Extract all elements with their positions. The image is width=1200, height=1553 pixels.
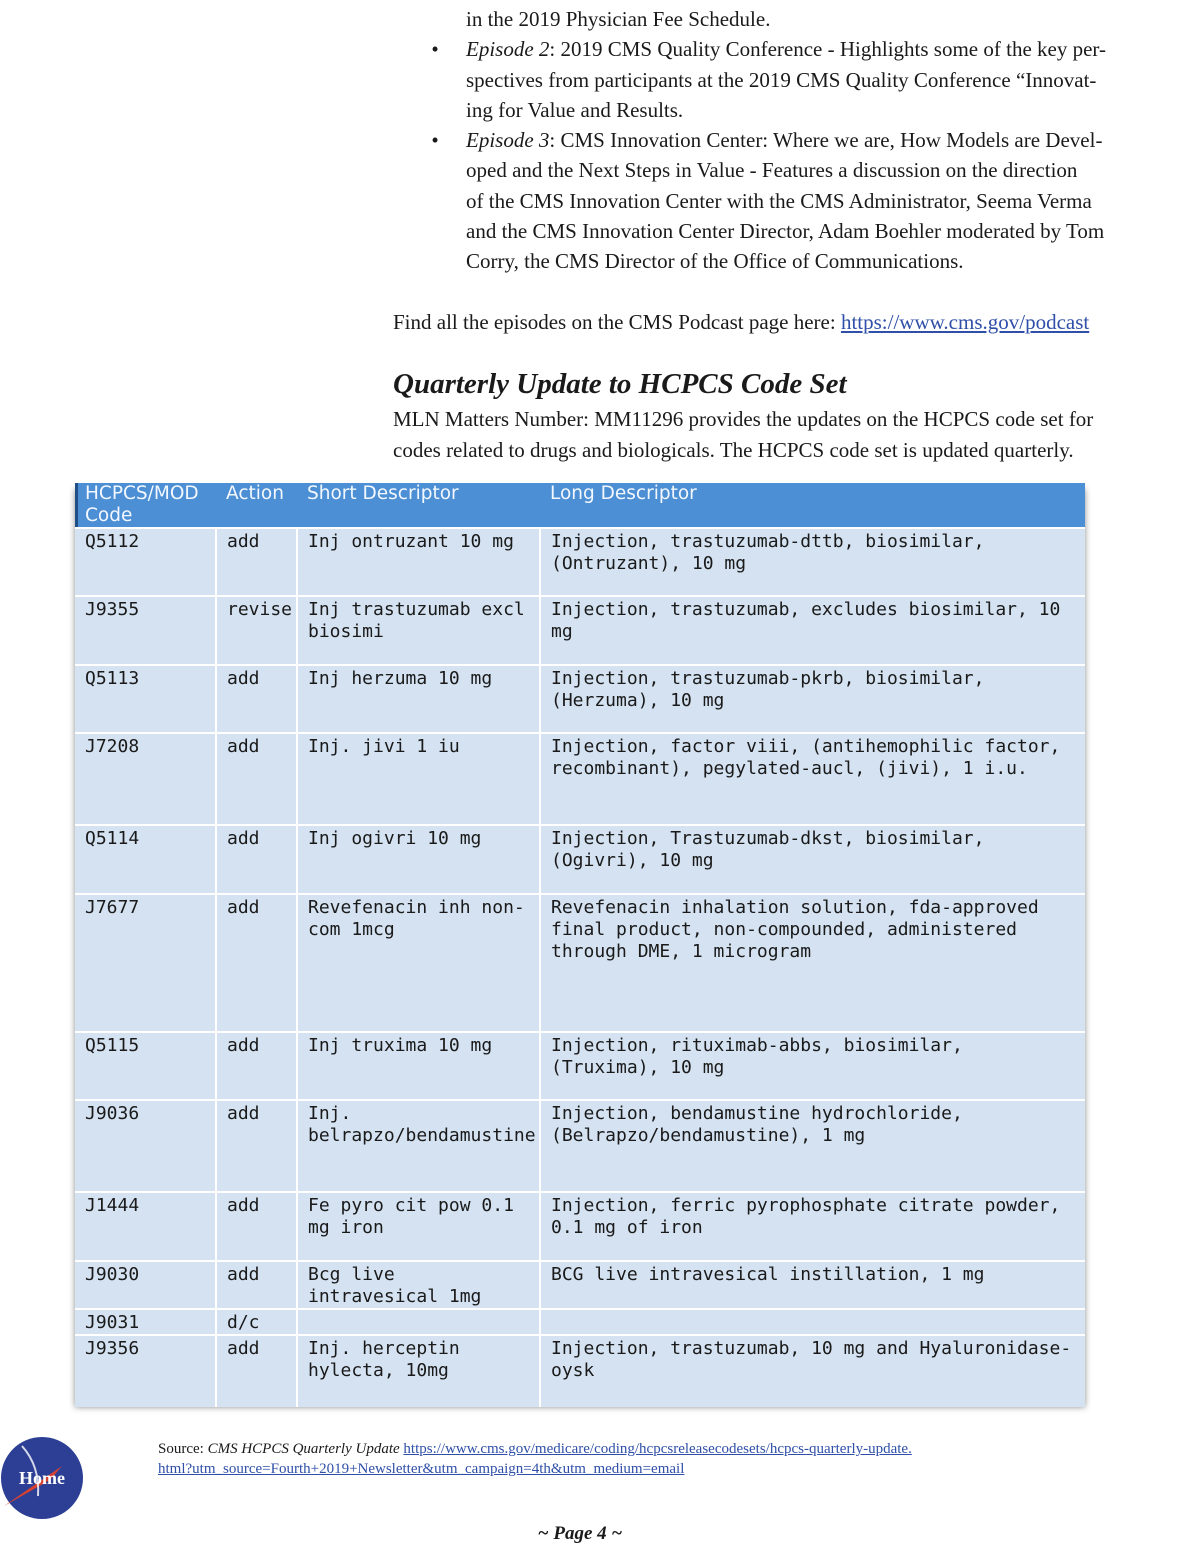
cell-action: revise <box>216 596 297 665</box>
section-title: Quarterly Update to HCPCS Code Set <box>393 368 847 400</box>
table-row <box>75 1192 1085 1261</box>
bullet-icon: • <box>431 128 439 153</box>
cell-short: Inj trastuzumab excl biosimi <box>297 596 540 665</box>
cell-code: J9356 <box>75 1335 216 1407</box>
cell-action: add <box>216 1261 297 1309</box>
cell-code: Q5115 <box>75 1032 216 1100</box>
source-link-continued[interactable]: html?utm_source=Fourth+2019+Newsletter&utm_campaign=4th&utm_medium=email <box>158 1461 685 1477</box>
home-label: Home <box>19 1468 65 1488</box>
cell-code: J9030 <box>75 1261 216 1309</box>
episode-title: Episode 3 <box>466 128 550 153</box>
header-code: HCPCS/MOD Code <box>75 483 216 528</box>
cell-code: Q5113 <box>75 665 216 733</box>
cell-long: Injection, rituximab-abbs, biosimilar, (Truxima), 10 mg <box>540 1032 1085 1100</box>
cell-action: d/c <box>216 1309 297 1335</box>
cell-code: Q5112 <box>75 528 216 596</box>
podcast-line: Find all the episodes on the CMS Podcast page here: https://www.cms.gov/podcast <box>393 310 1090 334</box>
table-row <box>75 1261 1085 1309</box>
header-long-descriptor: Long Descriptor <box>540 483 1085 528</box>
cell-short: Inj herzuma 10 mg <box>297 665 540 733</box>
episode-lead: in the 2019 Physician Fee Schedule. <box>466 7 771 31</box>
table-row <box>75 733 1085 825</box>
cell-long: Revefenacin inhalation solution, fda-approved final product, non-compounded, administered through DME, 1 microgram <box>540 894 1085 1032</box>
cell-short: Inj ogivri 10 mg <box>297 825 540 894</box>
episode-item: • Episode 2: 2019 CMS Quality Conference - Highlights some of the key per- spectives from participants at the 2019 CMS Quality Conference “Innovat- ing for Value and Results. <box>430 34 1165 125</box>
cell-action: add <box>216 528 297 596</box>
cell-short: Fe pyro cit pow 0.1 mg iron <box>297 1192 540 1261</box>
cell-long: Injection, Trastuzumab-dkst, biosimilar, (Ogivri), 10 mg <box>540 825 1085 894</box>
section-body: MLN Matters Number: MM11296 provides the updates on the HCPCS code set for codes related to drugs and biologicals. The HCPCS code set is updated quarterly. <box>393 407 1094 462</box>
cell-short: Revefenacin inh non-com 1mcg <box>297 894 540 1032</box>
table-row <box>75 528 1085 596</box>
cell-action: add <box>216 894 297 1032</box>
cell-long: Injection, trastuzumab, 10 mg and Hyaluronidase-oysk <box>540 1335 1085 1407</box>
header-short-descriptor: Short Descriptor <box>297 483 540 528</box>
cell-action: add <box>216 825 297 894</box>
cell-code: J9355 <box>75 596 216 665</box>
table-row <box>75 1335 1085 1407</box>
table-row <box>75 1100 1085 1192</box>
cell-short <box>297 1309 540 1335</box>
cell-long: Injection, ferric pyrophosphate citrate powder, 0.1 mg of iron <box>540 1192 1085 1261</box>
cell-long <box>540 1309 1085 1335</box>
table-header-row <box>75 483 1085 528</box>
header-action: Action <box>216 483 297 528</box>
cell-code: J7208 <box>75 733 216 825</box>
cell-code: J9031 <box>75 1309 216 1335</box>
cell-code: Q5114 <box>75 825 216 894</box>
episode-title: Episode 2 <box>466 37 550 62</box>
cell-short: Inj ontruzant 10 mg <box>297 528 540 596</box>
cell-action: add <box>216 1192 297 1261</box>
cell-long: Injection, trastuzumab-dttb, biosimilar, (Ontruzant), 10 mg <box>540 528 1085 596</box>
cell-long: Injection, trastuzumab, excludes biosimilar, 10 mg <box>540 596 1085 665</box>
cell-long: BCG live intravesical instillation, 1 mg <box>540 1261 1085 1309</box>
source-citation: Source: CMS HCPCS Quarterly Update https://www.cms.gov/medicare/coding/hcpcsreleasecodesets/hcpcs-quarterly-update. html?utm_source=Fourth+2019+Newsletter&utm_campaign=4th&utm_medium=email <box>158 1441 912 1477</box>
cell-short: Inj. herceptin hylecta, 10mg <box>297 1335 540 1407</box>
cell-action: add <box>216 665 297 733</box>
page-number: ~ Page 4 ~ <box>537 1523 623 1544</box>
home-icon[interactable] <box>0 1436 84 1520</box>
episode-list <box>430 4 1165 277</box>
table-row <box>75 665 1085 733</box>
source-link[interactable]: https://www.cms.gov/medicare/coding/hcpcsreleasecodesets/hcpcs-quarterly-update. <box>403 1441 912 1457</box>
cell-code: J7677 <box>75 894 216 1032</box>
table-row <box>75 1032 1085 1100</box>
table-row <box>75 894 1085 1032</box>
cell-short: Inj truxima 10 mg <box>297 1032 540 1100</box>
table-row <box>75 825 1085 894</box>
cell-action: add <box>216 1100 297 1192</box>
cell-long: Injection, trastuzumab-pkrb, biosimilar, (Herzuma), 10 mg <box>540 665 1085 733</box>
cell-long: Injection, bendamustine hydrochloride, (Belrapzo/bendamustine), 1 mg <box>540 1100 1085 1192</box>
header-accent-bar <box>75 483 78 527</box>
hcpcs-table <box>75 483 1085 1407</box>
cell-short: Inj. belrapzo/bendamustine <box>297 1100 540 1192</box>
cell-short: Inj. jivi 1 iu <box>297 733 540 825</box>
table-row <box>75 1309 1085 1335</box>
cell-long: Injection, factor viii, (antihemophilic factor, recombinant), pegylated-aucl, (jivi), 1 i.u. <box>540 733 1085 825</box>
cell-short: Bcg live intravesical 1mg <box>297 1261 540 1309</box>
cell-code: J1444 <box>75 1192 216 1261</box>
podcast-link[interactable]: https://www.cms.gov/podcast <box>840 310 1090 334</box>
episode-item: • Episode 3: CMS Innovation Center: Where we are, How Models are Devel- oped and the Next Steps in Value - Features a discussion on the direction of the CMS Innovation Center with the CMS Administrator, Seema Verma and the CMS Innovation Center Director, Adam Boehler moderated by Tom Corry, the CMS Director of the Office of Communications. <box>430 125 1165 276</box>
cell-action: add <box>216 1335 297 1407</box>
hcpcs-table-container <box>75 483 1085 1401</box>
cell-action: add <box>216 733 297 825</box>
table-row <box>75 596 1085 665</box>
cell-code: J9036 <box>75 1100 216 1192</box>
cell-action: add <box>216 1032 297 1100</box>
bullet-icon: • <box>431 37 439 62</box>
